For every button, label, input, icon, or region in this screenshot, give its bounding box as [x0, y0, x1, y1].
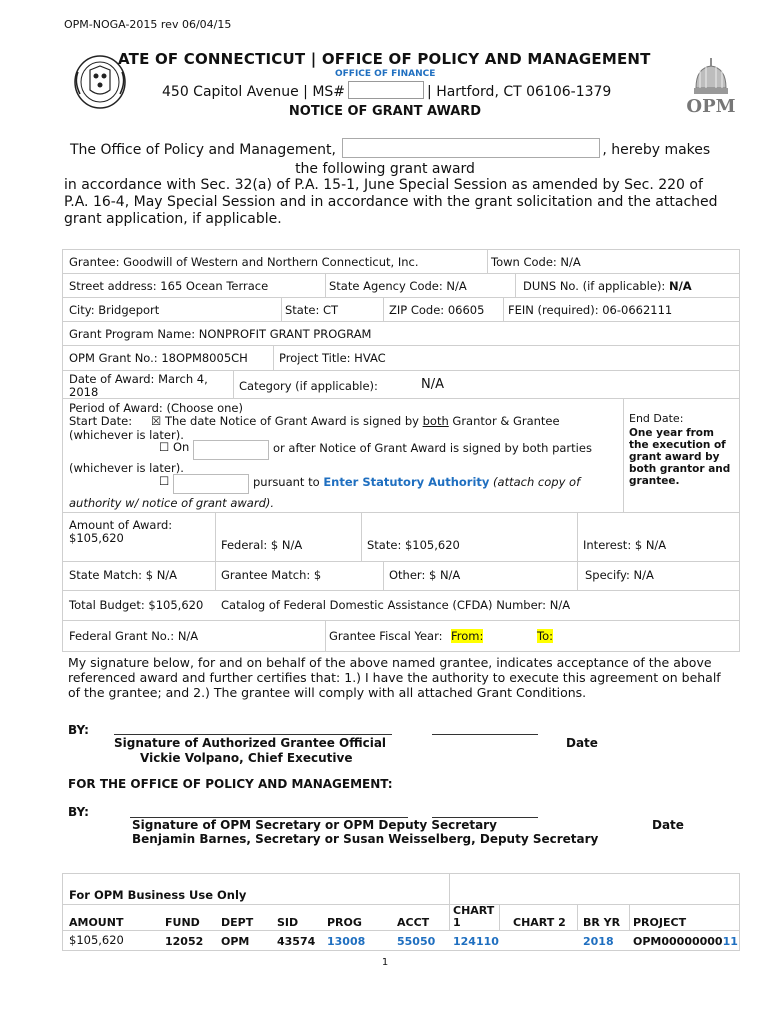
- project-title: Project Title: HVAC: [279, 351, 386, 365]
- fiscal-year-to[interactable]: To:: [537, 629, 553, 643]
- state: State: CT: [285, 303, 339, 317]
- state-match: State Match: $ N/A: [69, 568, 178, 582]
- town-code: Town Code: N/A: [491, 255, 581, 269]
- period-of-award-label: Period of Award: (Choose one): [69, 401, 243, 415]
- option-on-date[interactable]: ☐ On: [159, 440, 190, 454]
- authority-attach-note: authority w/ notice of grant award).: [69, 496, 275, 510]
- statutory-authority-link[interactable]: Enter Statutory Authority: [323, 475, 490, 489]
- row-prog: 13008: [327, 935, 366, 948]
- row-project: OPM0000000011: [633, 935, 738, 948]
- start-date-label: Start Date:: [69, 414, 133, 428]
- col-prog: PROG: [327, 916, 362, 929]
- address-left: 450 Capitol Avenue | MS#: [162, 84, 346, 100]
- date-of-award-line-1: Date of Award: March 4,: [69, 372, 208, 386]
- office-of-finance: OFFICE OF FINANCE: [335, 69, 436, 79]
- pursuant-date-field[interactable]: [173, 474, 249, 494]
- grantee-signature-line[interactable]: [114, 734, 392, 735]
- col-chart1-line1: CHART: [453, 904, 495, 917]
- intro-line-2: the following grant award: [295, 161, 475, 177]
- checked-box-icon: ☒: [151, 414, 162, 428]
- on-date-text: or after Notice of Grant Award is signed by both parties: [273, 441, 592, 455]
- col-project: PROJECT: [633, 916, 687, 929]
- unchecked-box-icon: ☐: [159, 440, 170, 454]
- total-budget: Total Budget: $105,620: [69, 598, 204, 612]
- col-acct: ACCT: [397, 916, 430, 929]
- interest-amount: Interest: $ N/A: [583, 538, 667, 552]
- notice-title: NOTICE OF GRANT AWARD: [288, 104, 482, 119]
- end-date-label: End Date:: [629, 412, 684, 425]
- header-title: ATE OF CONNECTICUT | OFFICE OF POLICY AND MANAGEMENT: [118, 50, 651, 68]
- row-dept: OPM: [221, 935, 250, 948]
- city: City: Bridgeport: [69, 303, 160, 317]
- federal-amount: Federal: $ N/A: [221, 538, 303, 552]
- row-chart1: 124110: [453, 935, 499, 948]
- end-date-value: One year from the execution of grant award by both grantor and grantee.: [629, 427, 731, 487]
- grantee-date-label: Date: [566, 736, 598, 750]
- intro-line-1: [70, 138, 710, 158]
- col-sid: SID: [277, 916, 299, 929]
- col-chart1-line2: 1: [453, 916, 461, 929]
- intro-paragraph: in accordance with Sec. 32(a) of P.A. 15-1, June Special Session as amended by Sec. 220 of P.A. 16-4, May Special Session and in accordance with the grant solicitation and the attached grant application, if applicable.: [64, 177, 718, 227]
- svg-text:OPM: OPM: [686, 96, 736, 116]
- federal-grant-number: Federal Grant No.: N/A: [69, 629, 199, 643]
- option-signed-by-both[interactable]: ☒ The date Notice of Grant Award is signed by both Grantor & Grantee: [151, 414, 560, 428]
- grantee-match: Grantee Match: $: [221, 568, 322, 582]
- intro-right-text: , hereby makes: [602, 142, 711, 158]
- category-value: N/A: [421, 377, 444, 392]
- cfda-number: Catalog of Federal Domestic Assistance (CFDA) Number: N/A: [221, 598, 571, 612]
- col-fund: FUND: [165, 916, 200, 929]
- whichever-later-1: (whichever is later).: [69, 428, 184, 442]
- row-br-yr: 2018: [583, 935, 614, 948]
- col-br-yr: BR YR: [583, 916, 621, 929]
- whichever-later-2: (whichever is later).: [69, 461, 184, 475]
- option-pursuant-mark[interactable]: ☐: [159, 474, 170, 488]
- grant-details-table: [62, 249, 740, 652]
- pursuant-text: pursuant to Enter Statutory Authority (attach copy of: [253, 475, 581, 489]
- opm-business-use-table: [62, 873, 740, 951]
- on-date-field[interactable]: [193, 440, 269, 460]
- business-use-title: For OPM Business Use Only: [69, 888, 247, 902]
- amount-of-award-value: $105,620: [69, 531, 124, 545]
- col-dept: DEPT: [221, 916, 254, 929]
- state-agency-code: State Agency Code: N/A: [329, 279, 467, 293]
- zip-code: ZIP Code: 06605: [389, 303, 485, 317]
- col-amount: AMOUNT: [69, 916, 124, 929]
- duns-number: DUNS No. (if applicable): N/A: [523, 279, 692, 293]
- grantee-fiscal-year: Grantee Fiscal Year:: [329, 629, 443, 643]
- page-number: 1: [381, 957, 389, 968]
- grantor-name-field[interactable]: [342, 138, 600, 158]
- state-amount: State: $105,620: [367, 538, 460, 552]
- grant-program-name: Grant Program Name: NONPROFIT GRANT PROGRAM: [69, 327, 372, 341]
- by-label-2: BY:: [68, 805, 89, 819]
- header-address: [162, 81, 611, 100]
- certification-paragraph: My signature below, for and on behalf of the above named grantee, indicates acceptance of the above referenced award and further certifies that: 1.) I have the authority to execute this agreement on behalf of the grantee; and 2.) The grantee will comply with all attached Grant Conditions.: [68, 655, 721, 700]
- ms-number-field[interactable]: [348, 81, 424, 99]
- street-address: Street address: 165 Ocean Terrace: [69, 279, 269, 293]
- grantee-signer-name: Vickie Volpano, Chief Executive: [140, 751, 353, 765]
- date-of-award-line-2: 2018: [69, 385, 99, 399]
- opm-signature-label: Signature of OPM Secretary or OPM Deputy Secretary: [132, 818, 497, 832]
- opm-grant-number: OPM Grant No.: 18OPM8005CH: [69, 351, 248, 365]
- by-label-1: BY:: [68, 723, 89, 737]
- row-amount: $105,620: [69, 933, 124, 947]
- address-right: | Hartford, CT 06106-1379: [427, 84, 612, 100]
- other-amount: Other: $ N/A: [389, 568, 461, 582]
- grantee-name: Grantee: Goodwill of Western and Northern Connecticut, Inc.: [69, 255, 419, 269]
- opm-signer-names: Benjamin Barnes, Secretary or Susan Weisselberg, Deputy Secretary: [132, 832, 599, 846]
- col-chart2: CHART 2: [513, 916, 566, 929]
- row-sid: 43574: [277, 935, 316, 948]
- specify: Specify: N/A: [585, 568, 654, 582]
- intro-left-text: The Office of Policy and Management,: [70, 142, 336, 158]
- fein: FEIN (required): 06-0662111: [508, 303, 673, 317]
- amount-of-award-label: Amount of Award:: [69, 518, 173, 532]
- form-revision: OPM-NOGA-2015 rev 06/04/15: [64, 18, 232, 31]
- grantee-date-line[interactable]: [432, 734, 538, 735]
- opm-section-heading: FOR THE OFFICE OF POLICY AND MANAGEMENT:: [68, 777, 393, 791]
- row-fund: 12052: [165, 935, 204, 948]
- opm-date-label: Date: [652, 818, 684, 832]
- category-label: Category (if applicable):: [239, 379, 378, 393]
- row-acct: 55050: [397, 935, 436, 948]
- grantee-signature-label: Signature of Authorized Grantee Official: [114, 736, 387, 750]
- fiscal-year-from[interactable]: From:: [451, 629, 484, 643]
